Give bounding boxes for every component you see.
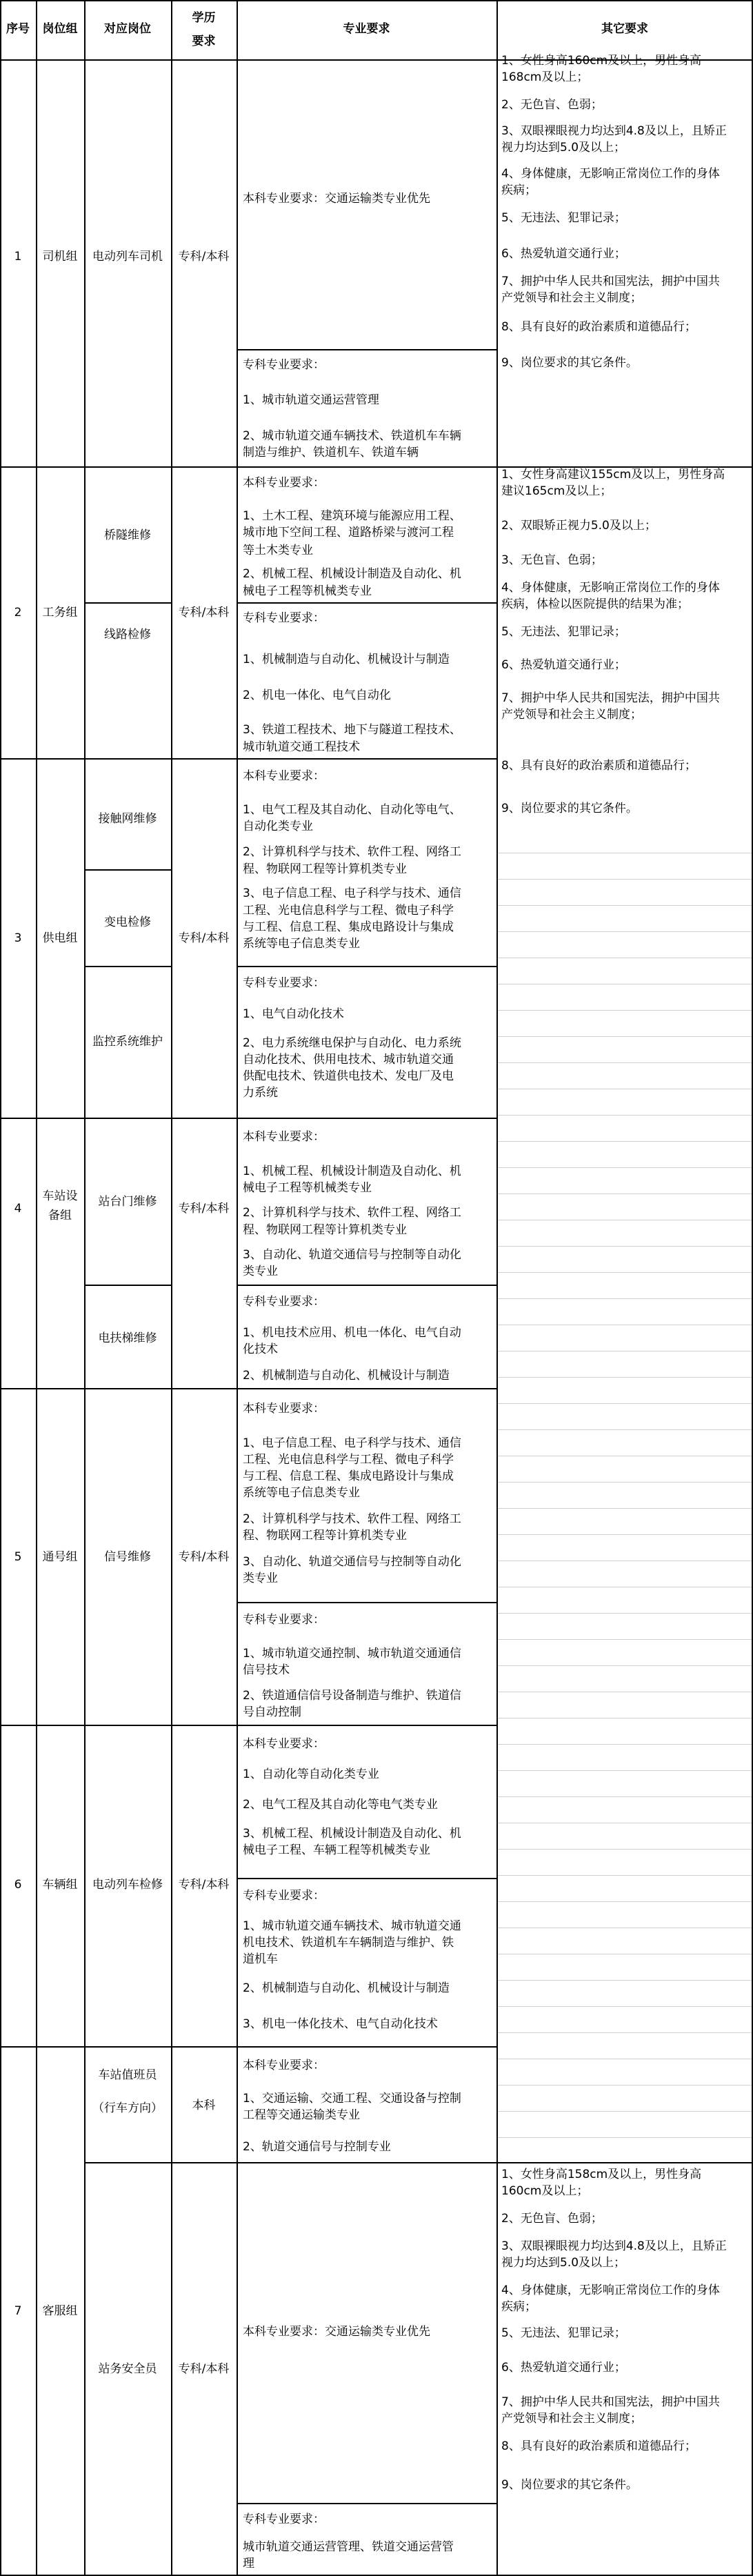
position-cell: 桥隧维修 <box>104 528 151 542</box>
cell-border <box>498 1298 752 1299</box>
position-cell: 电动列车检修 <box>92 1878 163 1892</box>
grid-line <box>0 1388 496 1389</box>
major-college-line: 1、电气自动化技术 <box>243 1007 344 1021</box>
other-requirement-line: 建议165cm及以上； <box>501 484 612 498</box>
major-bachelor-line: 1、自动化等自动化类专业 <box>243 1767 379 1781</box>
cell-border <box>498 905 752 906</box>
position-cell: 站台门维修 <box>98 1195 157 1209</box>
major-college-line: 1、机电技术应用、机电一体化、电气自动 <box>243 1326 461 1340</box>
grid-line <box>0 1118 496 1119</box>
other-requirement-line: 4、身体健康，无影响正常岗位工作的身体 <box>501 167 720 181</box>
other-requirement-line: 160cm及以上； <box>501 2184 589 2198</box>
cell-border <box>498 931 752 932</box>
edu-cell: 本科 <box>192 2099 216 2112</box>
major-college-line: 1、机械制造与自动化、机械设计与制造 <box>243 653 450 666</box>
header-group: 岗位组 <box>42 22 78 36</box>
cell-border <box>498 2032 752 2033</box>
position-cell: 监控系统维护 <box>92 1035 163 1049</box>
major-college-line: 自动化技术、供用电技术、城市轨道交通 <box>243 1053 454 1067</box>
header-edu: 要求 <box>192 34 216 48</box>
other-requirement-line: 6、热爱轨道交通行业； <box>501 658 626 672</box>
edu-cell: 专科/本科 <box>178 1202 230 1216</box>
grid-line <box>0 2046 496 2048</box>
cell-border <box>498 1639 752 1640</box>
group-cell: 司机组 <box>42 250 78 264</box>
grid-line <box>84 966 171 967</box>
major-bachelor-line: 械电子工程等机械类专业 <box>243 1181 372 1195</box>
other-requirement-line: 3、双眼裸眼视力均达到4.8及以上，且矫正 <box>501 2239 727 2253</box>
grid-line <box>237 1285 496 1286</box>
grid-line <box>84 602 171 604</box>
cell-border <box>498 1062 752 1063</box>
grid-line <box>237 349 496 350</box>
seq-cell: 7 <box>14 2304 22 2318</box>
major-college-line: 专科专业要求： <box>243 1613 325 1627</box>
major-college-line: 城市轨道交通工程技术 <box>243 740 360 754</box>
header-seq: 序号 <box>6 22 30 36</box>
cell-border <box>498 1246 752 1247</box>
grid-line <box>0 758 496 760</box>
grid-line <box>237 2162 496 2163</box>
position-cell: （行车方向） <box>92 2101 163 2115</box>
other-requirement-line: 1、女性身高158cm及以上，男性身高 <box>501 2168 702 2181</box>
position-cell: 变电检修 <box>104 915 151 929</box>
cell-border <box>498 1377 752 1378</box>
major-bachelor-line: 程、物联网工程等计算机类专业 <box>243 1223 407 1237</box>
major-college-line: 专科专业要求： <box>243 358 325 372</box>
header-other: 其它要求 <box>601 22 648 36</box>
other-requirement-line: 4、身体健康，无影响正常岗位工作的身体 <box>501 581 720 595</box>
major-college-line: 1、城市轨道交通运营管理 <box>243 393 379 407</box>
cell-border <box>498 1980 752 1981</box>
position-cell: 电扶梯维修 <box>98 1331 157 1345</box>
cell-border <box>498 1534 752 1535</box>
major-bachelor-line: 类专业 <box>243 1572 278 1585</box>
major-bachelor-line: 3、自动化、轨道交通信号与控制等自动化 <box>243 1248 461 1262</box>
major-bachelor-line: 1、电气工程及其自动化、自动化等电气、 <box>243 803 461 817</box>
major-college-line: 3、机电一体化技术、电气自动化技术 <box>243 2017 438 2031</box>
seq-cell: 2 <box>14 606 22 620</box>
major-college-line: 2、机械制造与自动化、机械设计与制造 <box>243 1369 450 1383</box>
grid-line <box>0 0 1 2575</box>
group-cell: 备组 <box>48 1209 72 1222</box>
major-bachelor-line: 本科专业要求： <box>243 476 325 490</box>
other-requirement-line: 产党领导和社会主义制度； <box>501 708 642 722</box>
cell-border <box>498 1272 752 1273</box>
other-requirement-line: 产党领导和社会主义制度； <box>501 291 642 305</box>
other-requirement-line: 3、双眼裸眼视力均达到4.8及以上，且矫正 <box>501 124 727 138</box>
other-requirement-line: 7、拥护中华人民共和国宪法，拥护中国共 <box>501 2395 720 2409</box>
cell-border <box>498 1665 752 1666</box>
major-bachelor-line: 系统等电子信息类专业 <box>243 1486 360 1500</box>
edu-cell: 专科/本科 <box>178 931 230 945</box>
major-bachelor-line: 本科专业要求： <box>243 769 325 783</box>
other-requirement-line: 8、具有良好的政治素质和道德品行； <box>501 320 696 334</box>
other-requirement-line: 168cm及以上； <box>501 70 589 84</box>
major-college-line: 专科专业要求： <box>243 1889 325 1903</box>
major-college-line: 专科专业要求： <box>243 2513 325 2526</box>
grid-line <box>0 0 753 1</box>
grid-line <box>237 0 238 2575</box>
major-bachelor-line: 2、计算机科学与技术、软件工程、网络工 <box>243 1512 461 1526</box>
cell-border <box>498 1508 752 1509</box>
cell-border <box>498 1036 752 1037</box>
cell-border <box>498 2137 752 2138</box>
other-requirement-line: 疾病； <box>501 184 536 197</box>
major-bachelor-line: 本科专业要求： <box>243 1130 325 1144</box>
seq-cell: 5 <box>14 1550 22 1564</box>
cell-border <box>498 1429 752 1430</box>
cell-border <box>498 1613 752 1614</box>
major-college-line: 专科专业要求： <box>243 611 325 625</box>
major-college-line: 供配电技术、铁道供电技术、发电厂及电 <box>243 1069 454 1083</box>
major-line: 本科专业要求： <box>243 2059 325 2072</box>
cell-border <box>498 1875 752 1876</box>
major-line: 1、交通运输、交通工程、交通设备与控制 <box>243 2092 461 2106</box>
cell-border <box>498 1115 752 1116</box>
other-requirement-line: 9、岗位要求的其它条件。 <box>501 356 638 370</box>
major-college-line: 专科专业要求： <box>243 976 325 990</box>
grid-line <box>237 2503 496 2504</box>
major-bachelor-line: 与工程、信息工程、集成电路设计与集成 <box>243 920 454 934</box>
major-college-line: 理 <box>243 2557 254 2570</box>
header-edu: 学历 <box>192 11 216 25</box>
grid-line <box>496 0 498 2575</box>
grid-line <box>36 0 37 2575</box>
cell-border <box>498 1482 752 1483</box>
major-bachelor-line: 类专业 <box>243 1265 278 1278</box>
major-bachelor-line: 3、电子信息工程、电子科学与技术、通信 <box>243 886 461 900</box>
group-cell: 客服组 <box>42 2304 78 2318</box>
cell-border <box>498 1141 752 1142</box>
major-college-line: 号自动控制 <box>243 1705 301 1719</box>
cell-border <box>498 1010 752 1011</box>
seq-cell: 4 <box>14 1202 22 1216</box>
major-college-line: 制造与维护、铁道机车、铁道车辆 <box>243 446 419 459</box>
major-college-line: 信号技术 <box>243 1663 290 1677</box>
major-bachelor-line: 械电子工程等机械类专业 <box>243 584 372 598</box>
major-bachelor-line: 系统等电子信息类专业 <box>243 937 360 951</box>
other-requirement-line: 视力均达到5.0及以上； <box>501 141 626 155</box>
other-requirement-line: 6、热爱轨道交通行业； <box>501 2361 626 2375</box>
major-line: 2、轨道交通信号与控制专业 <box>243 2140 391 2154</box>
major-bachelor-line: 1、机械工程、机械设计制造及自动化、机 <box>243 1165 461 1178</box>
major-college-line: 机电技术、铁道机车车辆制造与维护、铁 <box>243 1936 454 1950</box>
other-requirement-line: 1、女性身高160cm及以上，男性身高 <box>501 54 702 68</box>
major-bachelor-line: 2、计算机科学与技术、软件工程、网络工 <box>243 1206 461 1220</box>
other-requirement-line: 5、无违法、犯罪记录； <box>501 2326 626 2340</box>
seq-cell: 3 <box>14 931 22 945</box>
major-bachelor-line: 本科专业要求： <box>243 1737 325 1751</box>
major-bachelor-line: 程、物联网工程等计算机类专业 <box>243 1529 407 1543</box>
grid-line <box>171 0 172 2575</box>
other-requirement-line: 8、具有良好的政治素质和道德品行； <box>501 759 696 773</box>
major-line: 工程等交通运输类专业 <box>243 2108 360 2122</box>
position-cell: 车站值班员 <box>98 2068 157 2082</box>
position-cell: 接触网维修 <box>98 812 157 826</box>
major-bachelor-line: 3、自动化、轨道交通信号与控制等自动化 <box>243 1555 461 1569</box>
other-requirement-line: 6、热爱轨道交通行业； <box>501 247 626 261</box>
major-bachelor-line: 3、机械工程、机械设计制造及自动化、机 <box>243 1827 461 1841</box>
edu-cell: 专科/本科 <box>178 606 230 620</box>
major-bachelor-line: 1、土木工程、建筑环境与能源应用工程、 <box>243 509 461 523</box>
major-bachelor-line: 与工程、信息工程、集成电路设计与集成 <box>243 1469 454 1483</box>
major-bachelor-line: 工程、光电信息科学与工程、微电子科学 <box>243 904 454 918</box>
other-requirement-line: 视力均达到5.0及以上； <box>501 2256 626 2270</box>
major-bachelor-line: 城市地下空间工程、道路桥梁与渡河工程 <box>243 526 454 539</box>
major-college-line: 2、机械制造与自动化、机械设计与制造 <box>243 1981 450 1995</box>
major-bachelor-line: 程、物联网工程等计算机类专业 <box>243 862 407 876</box>
grid-line <box>84 0 86 2575</box>
major-bachelor-line: 2、电气工程及其自动化等电气类专业 <box>243 1798 438 1812</box>
other-requirement-line: 2、无色盲、色弱； <box>501 2212 603 2226</box>
other-requirement-line: 疾病； <box>501 2300 536 2314</box>
seq-cell: 1 <box>14 250 22 264</box>
major-bachelor-line: 工程、光电信息科学与工程、微电子科学 <box>243 1453 454 1467</box>
cell-border <box>498 1403 752 1404</box>
major-college-line: 2、铁道通信信号设备制造与维护、铁道信 <box>243 1689 461 1703</box>
other-requirement-line: 5、无违法、犯罪记录； <box>501 211 626 225</box>
other-requirement-line: 8、具有良好的政治素质和道德品行； <box>501 2439 696 2453</box>
group-cell: 车站设 <box>42 1189 78 1203</box>
other-requirement-line: 1、女性身高建议155cm及以上，男性身高 <box>501 468 725 482</box>
cell-border <box>498 2006 752 2007</box>
other-requirement-line: 产党领导和社会主义制度； <box>501 2412 642 2426</box>
edu-cell: 专科/本科 <box>178 1550 230 1564</box>
major-college-line: 城市轨道交通运营管理、铁道交通运营管 <box>243 2540 454 2554</box>
position-cell: 电动列车司机 <box>92 250 163 264</box>
grid-line <box>0 466 496 468</box>
other-requirement-line: 2、双眼矫正视力5.0及以上； <box>501 519 656 533</box>
grid-line <box>237 1878 496 1879</box>
grid-line <box>237 602 496 604</box>
major-college-line: 2、城市轨道交通车辆技术、铁道机车车辆 <box>243 429 461 443</box>
other-requirement-line: 4、身体健康，无影响正常岗位工作的身体 <box>501 2283 720 2297</box>
other-requirement-line: 7、拥护中华人民共和国宪法，拥护中国共 <box>501 691 720 705</box>
edu-cell: 专科/本科 <box>178 2362 230 2376</box>
other-requirement-line: 9、岗位要求的其它条件。 <box>501 802 638 815</box>
major-bachelor-line: 等土木类专业 <box>243 544 313 557</box>
group-cell: 工务组 <box>42 606 78 620</box>
grid-line <box>0 1725 496 1726</box>
position-cell: 线路检修 <box>104 628 151 642</box>
cell-border <box>498 2111 752 2112</box>
other-requirement-line: 疾病，体检以医院提供的结果为准； <box>501 597 689 611</box>
grid-line <box>84 1285 171 1286</box>
other-requirement-line: 5、无违法、犯罪记录； <box>501 625 626 639</box>
major-bachelor-line: 1、电子信息工程、电子科学与技术、通信 <box>243 1436 461 1450</box>
other-requirement-line: 2、无色盲、色弱； <box>501 98 603 112</box>
grid-line <box>84 869 171 871</box>
grid-line <box>496 2162 753 2163</box>
major-college-line: 2、电力系统继电保护与自动化、电力系统 <box>243 1036 461 1050</box>
other-requirement-line: 7、拥护中华人民共和国宪法，拥护中国共 <box>501 275 720 288</box>
major-bachelor-line: 自动化类专业 <box>243 820 313 833</box>
major-college-line: 2、机电一体化、电气自动化 <box>243 688 391 702</box>
major-bachelor-line: 2、机械工程、机械设计制造及自动化、机 <box>243 567 461 581</box>
major-college-line: 道机车 <box>243 1952 278 1966</box>
major-college-line: 1、城市轨道交通控制、城市轨道交通通信 <box>243 1647 461 1661</box>
grid-line <box>84 2162 237 2163</box>
seq-cell: 6 <box>14 1878 22 1892</box>
group-cell: 通号组 <box>42 1550 78 1564</box>
edu-cell: 专科/本科 <box>178 1878 230 1892</box>
other-requirement-line: 9、岗位要求的其它条件。 <box>501 2478 638 2492</box>
cell-border <box>498 879 752 880</box>
edu-cell: 专科/本科 <box>178 250 230 264</box>
cell-border <box>498 1770 752 1771</box>
cell-border <box>498 1901 752 1902</box>
position-cell: 站务安全员 <box>98 2362 157 2376</box>
cell-border <box>498 1167 752 1168</box>
major-bachelor-line: 本科专业要求： <box>243 1402 325 1416</box>
major-bachelor-line: 械电子工程、车辆工程等机械类专业 <box>243 1843 430 1857</box>
cell-border <box>498 1193 752 1194</box>
group-cell: 供电组 <box>42 931 78 945</box>
major-college-line: 力系统 <box>243 1086 278 1100</box>
major-college-line: 化技术 <box>243 1343 278 1356</box>
grid-line <box>237 1602 496 1603</box>
major-bachelor-line: 2、计算机科学与技术、软件工程、网络工 <box>243 845 461 859</box>
cell-border <box>498 1849 752 1850</box>
major-bachelor: 本科专业要求：交通运输类专业优先 <box>243 192 430 206</box>
group-cell: 车辆组 <box>42 1878 78 1892</box>
cell-border <box>498 1744 752 1745</box>
position-cell: 信号维修 <box>104 1550 151 1564</box>
major-bachelor: 本科专业要求：交通运输类专业优先 <box>243 2325 430 2339</box>
major-college-line: 专科专业要求： <box>243 1295 325 1309</box>
major-college-line: 1、城市轨道交通车辆技术、城市轨道交通 <box>243 1919 461 1933</box>
header-position: 对应岗位 <box>104 22 151 36</box>
header-major: 专业要求 <box>343 22 390 36</box>
other-requirement-line: 3、无色盲、色弱； <box>501 553 603 567</box>
grid-line <box>237 966 496 967</box>
cell-border <box>498 1796 752 1797</box>
major-college-line: 3、铁道工程技术、地下与隧道工程技术、 <box>243 723 461 737</box>
